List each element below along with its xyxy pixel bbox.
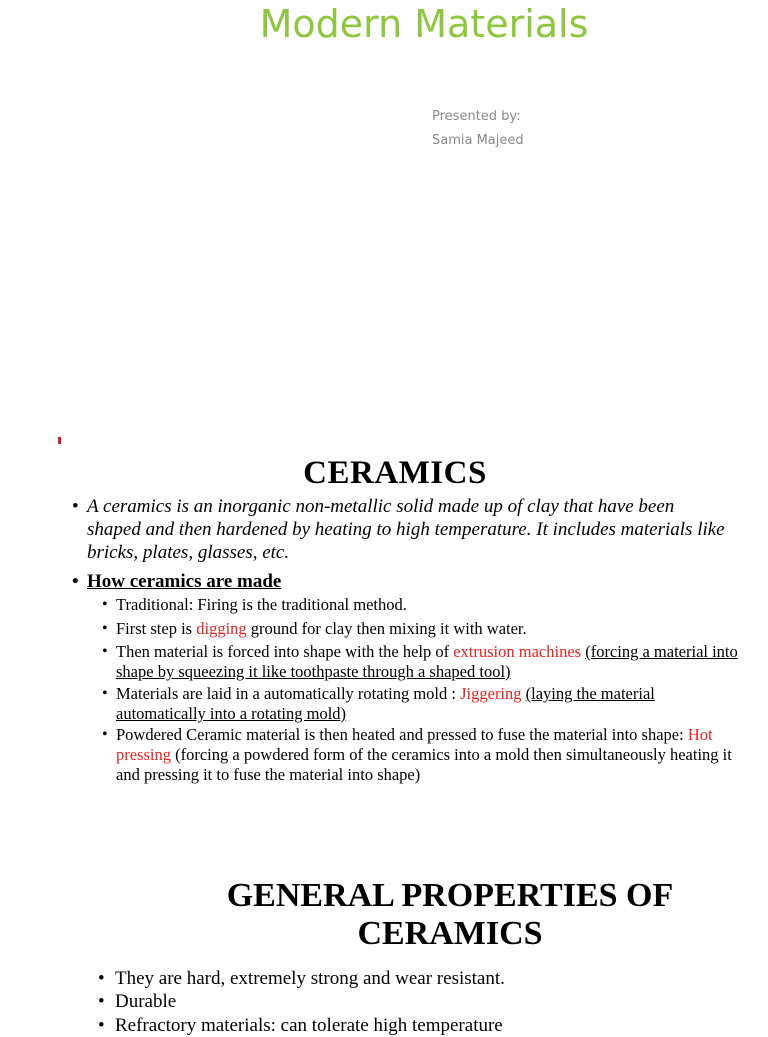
step-text: Then material is forced into shape with the help of extrusion machines (forcing a material into shape by squeezing it like toothpaste through a shaped tool) — [116, 642, 738, 681]
highlight-term: extrusion machines — [453, 642, 582, 661]
how-ceramics-made-heading: How ceramics are made — [87, 571, 282, 592]
bullet-icon: • — [72, 496, 79, 517]
step-text: First step is digging ground for clay then mixing it with water. — [116, 619, 527, 638]
cursor-marker — [58, 437, 61, 444]
property-item — [98, 967, 738, 990]
ceramics-definition: A ceramics is an inorganic non-metallic solid made up of clay that have been shaped and then hardened by heating to high temperature. It includes materials like bricks, plates, glasses, etc. — [87, 496, 725, 563]
property-item — [98, 1014, 738, 1037]
bullet-icon: • — [98, 1015, 105, 1036]
underlined-definition: (forcing a material into shape by squeezing it like toothpaste through a shaped tool) — [116, 642, 738, 681]
bullet-icon: • — [102, 643, 108, 660]
step-text: Materials are laid in a automatically rotating mold : Jiggering (laying the material automatically into a rotating mold) — [116, 684, 655, 723]
bullet-icon: • — [72, 571, 79, 592]
step-extrusion — [102, 642, 742, 682]
step-text: Traditional: Firing is the traditional method. — [116, 595, 407, 614]
bullet-icon: • — [102, 726, 108, 743]
property-item — [98, 990, 738, 1013]
underlined-definition: (laying the material automatically into a rotating mold) — [116, 684, 655, 723]
general-heading-line1: GENERAL PROPERTIES OF — [226, 877, 674, 914]
step-digging — [102, 619, 742, 639]
document-title: Modern Materials — [259, 2, 589, 46]
property-text: Durable — [115, 991, 177, 1012]
property-text: They are hard, extremely strong and wear resistant. — [115, 968, 505, 989]
general-properties-heading — [0, 877, 768, 953]
step-hot-pressing — [102, 725, 742, 785]
how-ceramics-made-item — [72, 570, 281, 593]
highlight-term: Jiggering — [460, 684, 522, 703]
highlight-term: Hot pressing — [116, 725, 713, 764]
step-traditional — [102, 595, 742, 615]
bullet-icon: • — [98, 991, 105, 1012]
bullet-icon: • — [102, 685, 108, 702]
highlight-term: digging — [196, 619, 247, 638]
presented-by-label: Presented by: — [432, 109, 521, 124]
bullet-icon: • — [98, 968, 105, 989]
bullet-icon: • — [102, 620, 108, 637]
general-heading-line2: CERAMICS — [357, 915, 543, 952]
ceramics-definition-item — [72, 495, 732, 564]
step-text: Powdered Ceramic material is then heated and pressed to fuse the material into shape: Hot pressing (forcing a powdered form of the ceramics into a mold then simultaneously heating it and pressing it to fuse the material into shape) — [116, 725, 732, 784]
ceramics-heading: CERAMICS — [303, 455, 487, 491]
property-text: Refractory materials: can tolerate high temperature — [115, 1015, 503, 1036]
step-jiggering — [102, 684, 742, 724]
bullet-icon: • — [102, 596, 108, 613]
presenter-name: Samia Majeed — [432, 133, 524, 148]
